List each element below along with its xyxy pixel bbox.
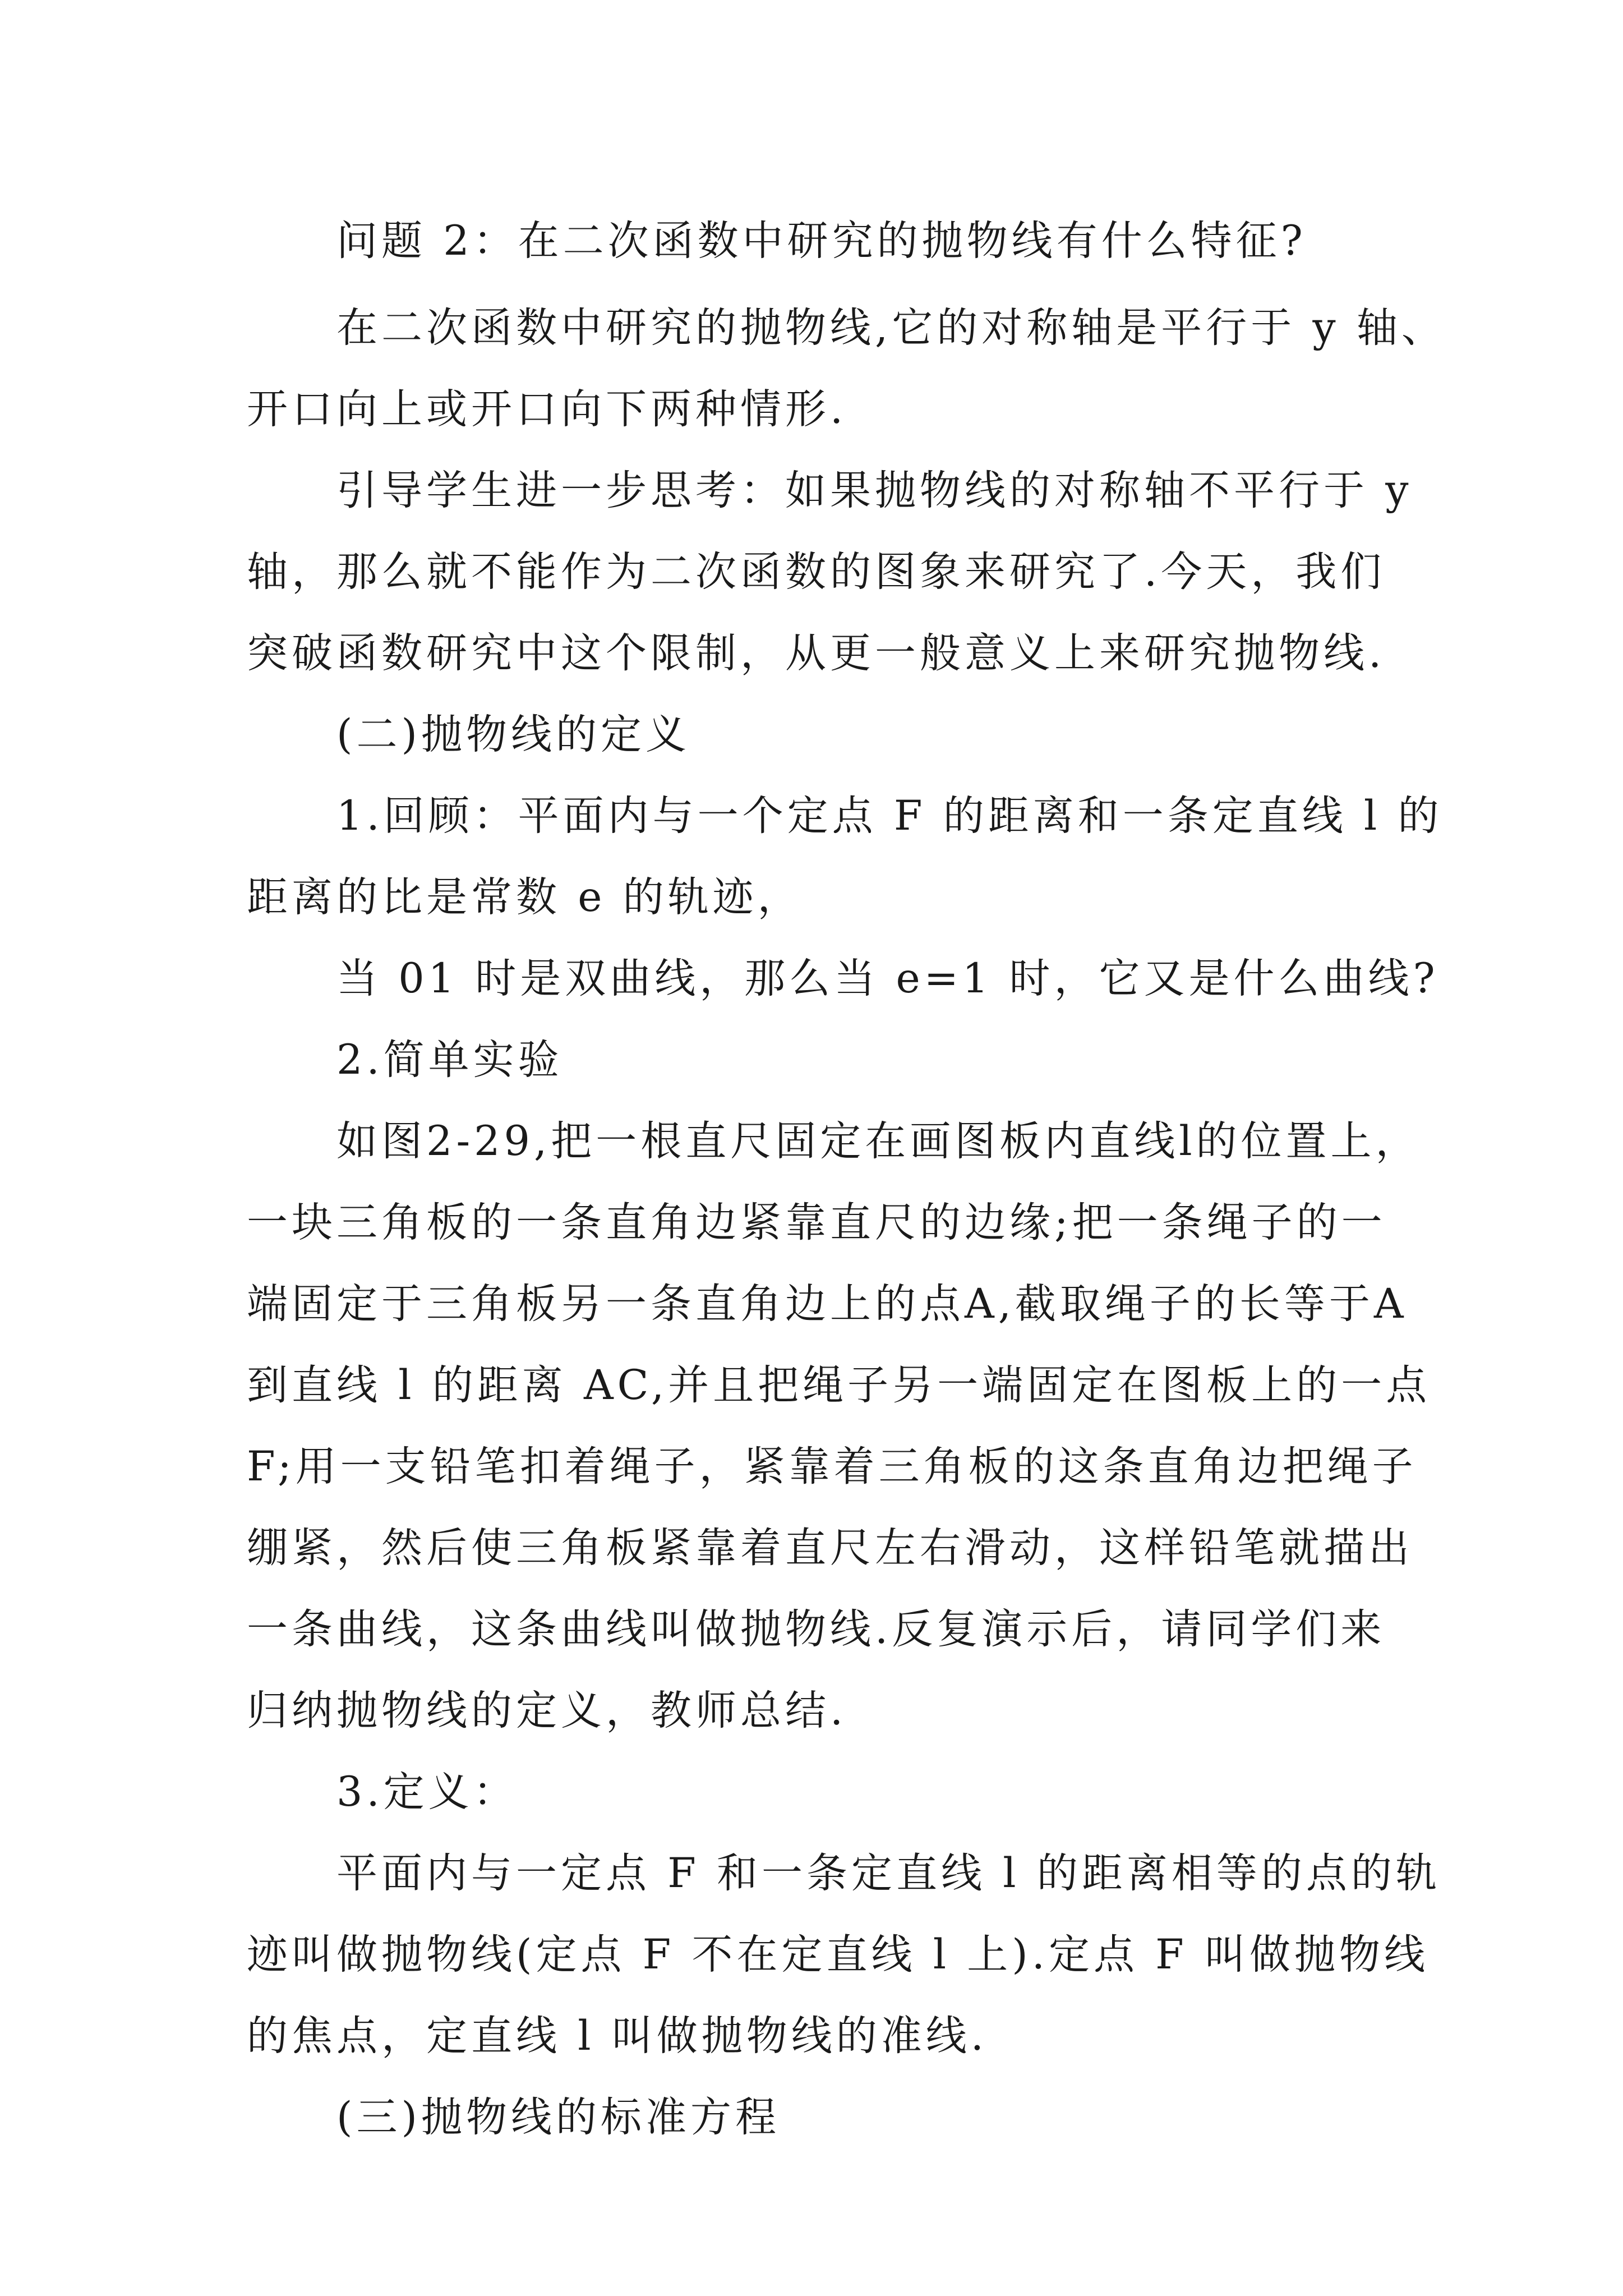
subsection-heading: 3.定义： <box>336 1768 518 1816</box>
text-line: 轴，那么就不能作为二次函数的图象来研究了.今天，我们 <box>247 548 1386 596</box>
text-line: 如图2-29,把一根直尺固定在画图板内直线l的位置上， <box>336 1117 1421 1165</box>
text-line: 一块三角板的一条直角边紧靠直尺的边缘;把一条绳子的一 <box>247 1199 1386 1246</box>
section-heading: (二)抛物线的定义 <box>336 711 690 758</box>
subsection-heading: 2.简单实验 <box>336 1036 563 1084</box>
section-heading: (三)抛物线的标准方程 <box>336 2093 780 2141</box>
text-line: 开口向上或开口向下两种情形. <box>247 385 847 433</box>
text-line: 在二次函数中研究的抛物线,它的对称轴是平行于 y 轴、 <box>336 304 1446 352</box>
text-line: 1.回顾：平面内与一个定点 F 的距离和一条定直线 l 的 <box>336 792 1443 840</box>
text-line: 问题 2：在二次函数中研究的抛物线有什么特征? <box>336 217 1307 265</box>
text-line: 绷紧，然后使三角板紧靠着直尺左右滑动，这样铅笔就描出 <box>247 1524 1413 1572</box>
text-line: F;用一支铅笔扣着绳子，紧靠着三角板的这条直角边把绳子 <box>247 1443 1417 1490</box>
text-line: 当 01 时是双曲线，那么当 e=1 时，它又是什么曲线? <box>336 955 1439 1002</box>
text-line: 平面内与一定点 F 和一条定直线 l 的距离相等的点的轨 <box>336 1849 1441 1897</box>
text-line: 到直线 l 的距离 AC,并且把绳子另一端固定在图板上的一点 <box>247 1361 1431 1409</box>
text-line: 距离的比是常数 e 的轨迹， <box>247 873 803 921</box>
text-line: 一条曲线，这条曲线叫做抛物线.反复演示后，请同学们来 <box>247 1605 1386 1653</box>
text-line: 的焦点，定直线 l 叫做抛物线的准线. <box>247 2012 988 2060</box>
text-line: 归纳抛物线的定义，教师总结. <box>247 1687 847 1734</box>
text-line: 迹叫做抛物线(定点 F 不在定直线 l 上).定点 F 叫做抛物线 <box>247 1931 1430 1978</box>
text-line: 端固定于三角板另一条直角边上的点A,截取绳子的长等于A <box>247 1280 1408 1328</box>
text-line: 突破函数研究中这个限制，从更一般意义上来研究抛物线. <box>247 629 1386 677</box>
text-line: 引导学生进一步思考：如果抛物线的对称轴不平行于 y <box>336 467 1413 514</box>
